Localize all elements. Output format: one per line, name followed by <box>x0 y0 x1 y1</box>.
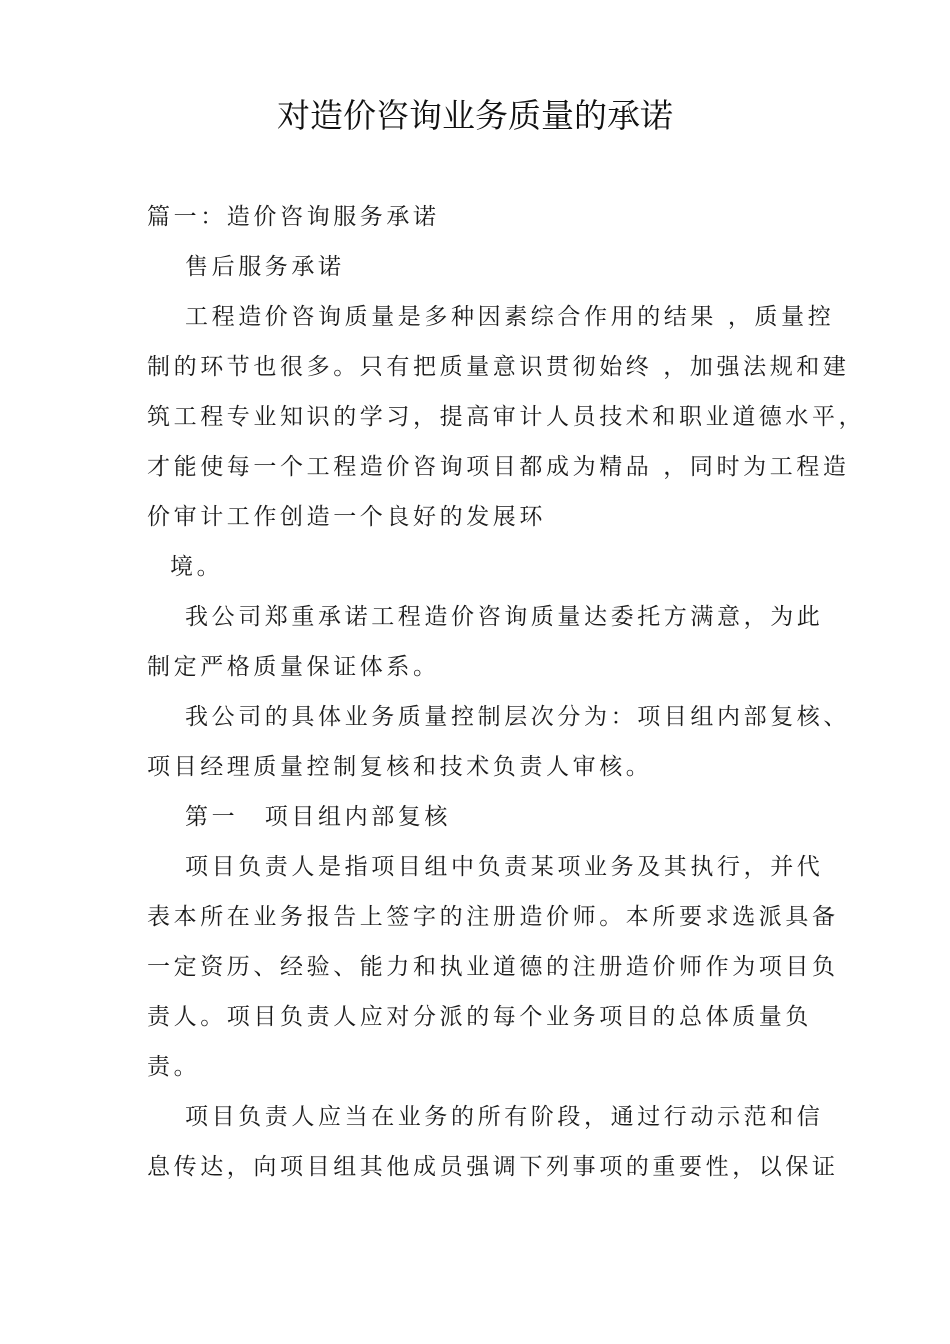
paragraph-line: 境。 <box>170 554 224 580</box>
paragraph-line: 工程造价咨询质量是多种因素综合作用的结果 ，质量控 <box>185 304 835 330</box>
paragraph-line: 责人。项目负责人应对分派的每个业务项目的总体质量负 <box>147 1004 812 1030</box>
section-heading: 篇一：造价咨询服务承诺 <box>147 204 440 230</box>
paragraph-line: 价审计工作创造一个良好的发展环 <box>147 504 546 530</box>
paragraph-line: 我公司郑重承诺工程造价咨询质量达委托方满意，为此 <box>185 604 824 630</box>
paragraph-line: 我公司的具体业务质量控制层次分为：项目组内部复核、 <box>185 704 850 730</box>
paragraph-line: 息传达，向项目组其他成员强调下列事项的重要性，以保证 <box>147 1154 839 1180</box>
paragraph-line: 表本所在业务报告上签字的注册造价师。本所要求选派具备 <box>147 904 839 930</box>
paragraph-line: 制定严格质量保证体系。 <box>147 654 440 680</box>
subsection-heading: 售后服务承诺 <box>185 254 345 280</box>
paragraph-line: 制的环节也很多。只有把质量意识贯彻始终 ，加强法规和建 <box>147 354 850 380</box>
paragraph-line: 筑工程专业知识的学习，提高审计人员技术和职业道德水平， <box>147 404 866 430</box>
paragraph-line: 项目负责人应当在业务的所有阶段，通过行动示范和信 <box>185 1104 824 1130</box>
paragraph-line: 责。 <box>147 1054 201 1080</box>
paragraph-line: 一定资历、经验、能力和执业道德的注册造价师作为项目负 <box>147 954 839 980</box>
subsection-heading: 第一 项目组内部复核 <box>185 804 451 830</box>
paragraph-line: 项目经理质量控制复核和技术负责人审核。 <box>147 754 653 780</box>
paragraph-line: 才能使每一个工程造价咨询项目都成为精品 ，同时为工程造 <box>147 454 850 480</box>
paragraph-line: 项目负责人是指项目组中负责某项业务及其执行，并代 <box>185 854 824 880</box>
document-title: 对造价咨询业务质量的承诺 <box>277 96 673 135</box>
